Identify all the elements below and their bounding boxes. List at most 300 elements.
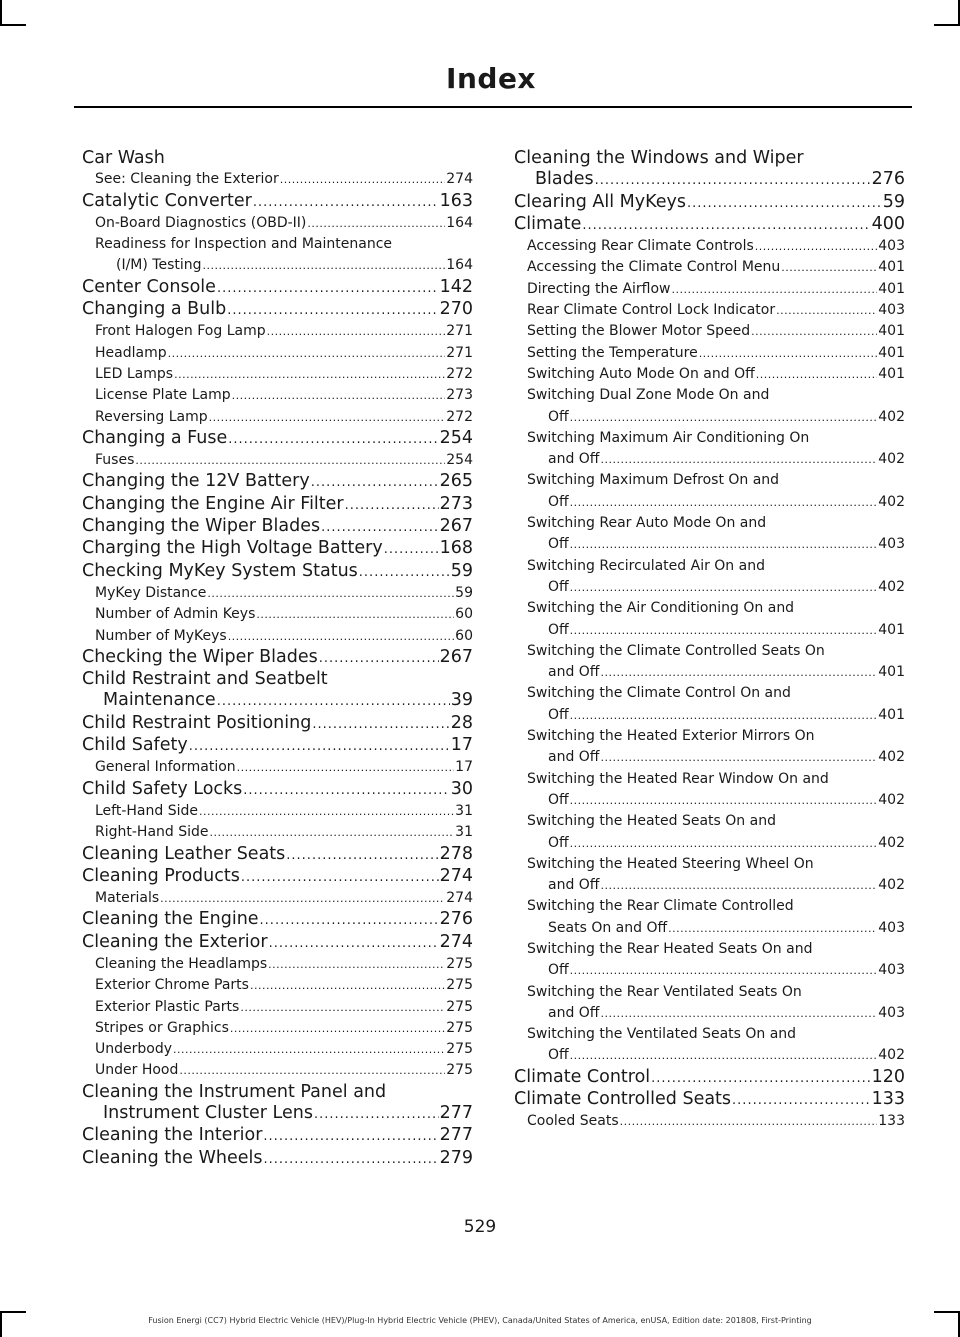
entry-page-number: 401 (878, 621, 905, 638)
dot-leader (314, 1104, 439, 1125)
entry-text: Switching the Climate Control On and (527, 685, 791, 702)
entry-page-number: 274 (446, 171, 473, 188)
index-subentry (514, 896, 905, 939)
index-entry (82, 1148, 473, 1170)
entry-page-number: 401 (878, 323, 905, 340)
entry-page-number: 402 (878, 408, 905, 425)
index-subentry (82, 822, 473, 843)
entry-text: Child Restraint and Seatbelt (82, 669, 328, 690)
dot-leader (345, 495, 439, 516)
entry-text: LED Lamps (95, 365, 174, 382)
entry-page-number: 254 (446, 452, 473, 469)
index-entry (82, 844, 473, 866)
dot-leader (651, 1068, 870, 1089)
entry-text: Setting the Blower Motor Speed (527, 323, 751, 340)
entry-page-number: 274 (439, 931, 473, 952)
entry-text: Off (548, 706, 569, 723)
entry-text: Cleaning Leather Seats (82, 843, 286, 864)
index-entry (82, 669, 473, 713)
entry-page-number: 17 (450, 735, 473, 756)
index-subentry (514, 428, 905, 471)
dot-leader (570, 833, 878, 854)
dot-leader (199, 801, 454, 822)
entry-page-number: 401 (878, 706, 905, 723)
dot-leader (217, 691, 450, 712)
index-entry (82, 538, 473, 560)
index-subentry (514, 939, 905, 982)
entry-page-number: 39 (450, 690, 473, 711)
entry-text: Changing the Wiper Blades (82, 516, 321, 537)
index-entry (82, 494, 473, 516)
entry-page-number: 273 (439, 493, 473, 514)
entry-text: Climate (514, 213, 582, 234)
dot-leader (230, 1018, 445, 1039)
entry-text: Switching the Climate Controlled Seats On (527, 642, 825, 659)
entry-text: Switching Maximum Air Conditioning On (527, 429, 810, 446)
index-entry (514, 214, 905, 236)
index-subentry (82, 626, 473, 647)
entry-page-number: 278 (439, 843, 473, 864)
dot-leader (217, 278, 439, 299)
entry-text: Off (548, 408, 569, 425)
entry-page-number: 31 (455, 802, 473, 819)
dot-leader (687, 193, 882, 214)
index-subentry (82, 801, 473, 822)
entry-page-number: 402 (878, 791, 905, 808)
entry-page-number: 272 (446, 365, 473, 382)
index-subentry (82, 954, 473, 975)
entry-text: Materials (95, 890, 160, 907)
index-subentry (514, 1111, 905, 1132)
entry-page-number: 401 (878, 344, 905, 361)
entry-text: Switching the Heated Exterior Mirrors On (527, 728, 815, 745)
index-entry (514, 1067, 905, 1089)
entry-text: Number of Admin Keys (95, 606, 256, 623)
dot-leader (307, 213, 445, 234)
index-entry (82, 713, 473, 735)
entry-page-number: 275 (446, 1041, 473, 1058)
entry-text: Rear Climate Control Lock Indicator (527, 302, 776, 319)
index-entry (82, 148, 473, 169)
dot-leader (751, 321, 877, 342)
index-subentry (82, 450, 473, 471)
dot-leader (321, 517, 438, 538)
entry-text: Switching the Heated Seats On and (527, 813, 776, 830)
dot-leader (699, 343, 878, 364)
index-entry (82, 471, 473, 493)
entry-page-number: 403 (878, 1004, 905, 1021)
entry-text: General Information (95, 759, 236, 776)
entry-text: Catalytic Converter (82, 190, 252, 211)
entry-text: Cleaning the Wheels (82, 1147, 263, 1168)
dot-leader (756, 364, 878, 385)
entry-text: Cleaning the Engine (82, 909, 259, 930)
entry-page-number: 120 (871, 1066, 905, 1087)
dot-leader (672, 279, 878, 300)
entry-page-number: 401 (878, 365, 905, 382)
dot-leader (210, 822, 455, 843)
index-subentry (82, 213, 473, 234)
index-entry (514, 148, 905, 192)
index-entry (82, 1125, 473, 1147)
index-subentry (514, 556, 905, 599)
dot-leader (179, 1060, 445, 1081)
index-subentry (82, 888, 473, 909)
dot-leader (209, 407, 446, 428)
index-subentry (82, 234, 473, 277)
dot-leader (263, 1126, 438, 1147)
entry-page-number: 17 (455, 759, 473, 776)
entry-page-number: 402 (878, 493, 905, 510)
entry-text: Cleaning Products (82, 865, 240, 886)
entry-text: Switching Recirculated Air On and (527, 557, 765, 574)
entry-page-number: 59 (455, 584, 473, 601)
dot-leader (160, 888, 445, 909)
dot-leader (570, 492, 878, 513)
dot-leader (384, 539, 439, 560)
entry-text: and Off (548, 1004, 600, 1021)
entry-page-number: 275 (446, 955, 473, 972)
entry-text: Cleaning the Interior (82, 1125, 263, 1146)
entry-page-number: 267 (439, 646, 473, 667)
entry-text: Exterior Chrome Parts (95, 977, 249, 994)
entry-text: Off (548, 578, 569, 595)
index-subentry (514, 364, 905, 385)
dot-leader (600, 747, 877, 768)
dot-leader (228, 429, 438, 450)
entry-page-number: 279 (439, 1147, 473, 1168)
entry-text: Exterior Plastic Parts (95, 998, 240, 1015)
dot-leader (237, 757, 455, 778)
entry-page-number: 276 (871, 169, 905, 190)
dot-leader (240, 997, 445, 1018)
entry-text: Cleaning the Windows and Wiper (514, 148, 804, 168)
entry-page-number: 254 (439, 427, 473, 448)
entry-page-number: 272 (446, 408, 473, 425)
entry-page-number: 163 (439, 190, 473, 211)
dot-leader (267, 321, 446, 342)
dot-leader (227, 300, 438, 321)
entry-page-number: 275 (446, 1062, 473, 1079)
entry-page-number: 60 (455, 627, 473, 644)
entry-page-number: 403 (878, 302, 905, 319)
entry-text: Checking the Wiper Blades (82, 646, 318, 667)
entry-text: Accessing Rear Climate Controls (527, 238, 754, 255)
dot-leader (776, 300, 877, 321)
dot-leader (168, 343, 446, 364)
entry-page-number: 402 (878, 749, 905, 766)
entry-text: Center Console (82, 276, 216, 297)
entry-page-number: 403 (878, 536, 905, 553)
entry-page-number: 168 (439, 538, 473, 559)
entry-page-number: 31 (455, 824, 473, 841)
index-subentry (82, 343, 473, 364)
dot-leader (319, 648, 439, 669)
entry-text: Stripes or Graphics (95, 1019, 229, 1036)
entry-text: MyKey Distance (95, 584, 207, 601)
entry-text: Number of MyKeys (95, 627, 227, 644)
dot-leader (253, 192, 439, 213)
entry-text: Setting the Temperature (527, 344, 698, 361)
entry-text: On-Board Diagnostics (OBD-II) (95, 214, 307, 231)
crop-mark-top-left-horizontal (0, 24, 26, 26)
page-number: 529 (463, 1217, 497, 1237)
entry-text: Switching the Heated Steering Wheel On (527, 855, 814, 872)
index-subentry (82, 321, 473, 342)
dot-leader (668, 918, 877, 939)
index-subentry (514, 854, 905, 897)
dot-leader (263, 1149, 438, 1170)
entry-text: License Plate Lamp (95, 387, 231, 404)
entry-page-number: 267 (439, 516, 473, 537)
index-subentry (82, 385, 473, 406)
entry-text: and Off (548, 451, 600, 468)
dot-leader (268, 954, 445, 975)
entry-text: and Off (548, 749, 600, 766)
entry-page-number: 274 (446, 890, 473, 907)
entry-page-number: 401 (878, 280, 905, 297)
dot-leader (256, 604, 454, 625)
entry-page-number: 270 (439, 299, 473, 320)
dot-leader (173, 1039, 445, 1060)
dot-leader (228, 626, 454, 647)
entry-page-number: 403 (878, 919, 905, 936)
entry-text: Car Wash (82, 148, 165, 168)
entry-page-number: 142 (439, 276, 473, 297)
index-subentry (514, 321, 905, 342)
entry-page-number: 402 (878, 1047, 905, 1064)
index-entry (82, 516, 473, 538)
entry-text: Switching the Rear Heated Seats On and (527, 940, 813, 957)
dot-leader (570, 407, 878, 428)
index-entry (82, 932, 473, 954)
entry-text: Switching the Rear Ventilated Seats On (527, 983, 802, 1000)
crop-mark-top-left-vertical (0, 0, 2, 26)
dot-leader (755, 236, 878, 257)
index-entry (82, 561, 473, 583)
dot-leader (600, 449, 877, 470)
entry-page-number: 133 (871, 1089, 905, 1110)
entry-page-number: 277 (439, 1125, 473, 1146)
entry-text: Switching Rear Auto Mode On and (527, 515, 767, 532)
index-entry (82, 191, 473, 213)
entry-text: Instrument Cluster Lens (103, 1103, 313, 1124)
entry-text: Directing the Airflow (527, 280, 671, 297)
entry-text: Switching the Rear Climate Controlled (527, 898, 794, 915)
entry-page-number: 30 (450, 778, 473, 799)
index-subentry (82, 604, 473, 625)
dot-leader (286, 845, 438, 866)
entry-text: Child Safety Locks (82, 778, 243, 799)
entry-text: Accessing the Climate Control Menu (527, 259, 781, 276)
entry-page-number: 275 (446, 1019, 473, 1036)
index-subentry (82, 169, 473, 190)
entry-text: See: Cleaning the Exterior (95, 171, 279, 188)
dot-leader (189, 736, 450, 757)
dot-leader (570, 577, 878, 598)
entry-text: Readiness for Inspection and Maintenance (95, 236, 393, 253)
dot-leader (582, 215, 870, 236)
index-entry (514, 1089, 905, 1111)
entry-page-number: 402 (878, 834, 905, 851)
index-subentry (82, 975, 473, 996)
entry-text: Switching the Ventilated Seats On and (527, 1026, 797, 1043)
entry-text: Climate Control (514, 1066, 651, 1087)
entry-text: Climate Controlled Seats (514, 1089, 732, 1110)
entry-text: Fuses (95, 452, 135, 469)
entry-text: Cleaning the Instrument Panel and (82, 1081, 387, 1102)
index-subentry (514, 343, 905, 364)
entry-page-number: 60 (455, 606, 473, 623)
entry-text: Switching the Air Conditioning On and (527, 600, 795, 617)
entry-text: Cleaning the Exterior (82, 931, 268, 952)
entry-page-number: 403 (878, 962, 905, 979)
entry-text: Cooled Seats (527, 1113, 619, 1130)
index-entry (82, 299, 473, 321)
index-subentry (514, 811, 905, 854)
dot-leader (311, 472, 439, 493)
dot-leader (570, 1045, 878, 1066)
dot-leader (570, 960, 878, 981)
index-subentry (82, 757, 473, 778)
entry-page-number: 401 (878, 259, 905, 276)
entry-text: Changing a Bulb (82, 299, 227, 320)
entry-text: Off (548, 536, 569, 553)
entry-text: Seats On and Off (548, 919, 668, 936)
dot-leader (600, 875, 877, 896)
entry-text: and Off (548, 877, 600, 894)
entry-page-number: 402 (878, 451, 905, 468)
entry-page-number: 164 (446, 257, 473, 274)
index-subentry (514, 982, 905, 1025)
index-subentry (514, 236, 905, 257)
index-column-left (82, 148, 473, 1170)
index-subentry (514, 683, 905, 726)
entry-text: Off (548, 834, 569, 851)
entry-text: Switching Dual Zone Mode On and (527, 387, 770, 404)
index-entry (82, 909, 473, 931)
index-subentry (514, 641, 905, 684)
entry-text: Child Restraint Positioning (82, 712, 312, 733)
entry-text: and Off (548, 664, 600, 681)
entry-text: Underbody (95, 1041, 172, 1058)
entry-page-number: 275 (446, 998, 473, 1015)
dot-leader (359, 562, 450, 583)
entry-page-number: 400 (871, 213, 905, 234)
entry-page-number: 133 (878, 1113, 905, 1130)
dot-leader (232, 385, 446, 406)
entry-text: Cleaning the Headlamps (95, 955, 268, 972)
dot-leader (269, 933, 439, 954)
entry-text: Child Safety (82, 735, 188, 756)
entry-text: Right-Hand Side (95, 824, 209, 841)
dot-leader (732, 1090, 871, 1111)
entry-text: Off (548, 1047, 569, 1064)
entry-text: Reversing Lamp (95, 408, 208, 425)
dot-leader (600, 1003, 877, 1024)
entry-page-number: 265 (439, 471, 473, 492)
index-column-right (514, 148, 905, 1133)
entry-text: Switching Maximum Defrost On and (527, 472, 780, 489)
dot-leader (207, 583, 454, 604)
dot-leader (600, 662, 877, 683)
dot-leader (250, 975, 445, 996)
crop-mark-bottom-left-horizontal (0, 1311, 26, 1313)
index-subentry (514, 1024, 905, 1067)
index-subentry (514, 385, 905, 428)
entry-text: Maintenance (103, 690, 216, 711)
index-subentry (82, 364, 473, 385)
dot-leader (203, 255, 446, 276)
index-entry (82, 779, 473, 801)
index-subentry (82, 407, 473, 428)
entry-page-number: 59 (450, 560, 473, 581)
index-subentry (514, 598, 905, 641)
entry-page-number: 276 (439, 909, 473, 930)
dot-leader (570, 790, 878, 811)
index-entry (514, 192, 905, 214)
entry-page-number: 277 (439, 1103, 473, 1124)
dot-leader (280, 169, 446, 190)
index-entry (82, 277, 473, 299)
entry-page-number: 274 (439, 865, 473, 886)
page-title: Index (446, 62, 536, 95)
crop-mark-bottom-right-horizontal (934, 1311, 960, 1313)
entry-page-number: 403 (878, 238, 905, 255)
entry-text: Blades (535, 169, 594, 190)
entry-page-number: 271 (446, 323, 473, 340)
entry-text: Changing the 12V Battery (82, 471, 310, 492)
entry-text: Changing the Engine Air Filter (82, 493, 344, 514)
dot-leader (570, 534, 878, 555)
index-subentry (514, 513, 905, 556)
entry-text: Clearing All MyKeys (514, 191, 686, 212)
entry-page-number: 273 (446, 387, 473, 404)
index-subentry (514, 279, 905, 300)
index-subentry (514, 300, 905, 321)
entry-page-number: 59 (882, 191, 905, 212)
entry-text: Off (548, 493, 569, 510)
dot-leader (570, 705, 878, 726)
entry-page-number: 402 (878, 578, 905, 595)
index-subentry (514, 470, 905, 513)
entry-page-number: 275 (446, 977, 473, 994)
entry-page-number: 401 (878, 664, 905, 681)
dot-leader (174, 364, 445, 385)
index-subentry (82, 1018, 473, 1039)
index-subentry (514, 257, 905, 278)
entry-page-number: 402 (878, 877, 905, 894)
entry-text: Front Halogen Fog Lamp (95, 323, 266, 340)
entry-text: Left-Hand Side (95, 802, 198, 819)
entry-text: Under Hood (95, 1062, 179, 1079)
entry-text: (I/M) Testing (116, 257, 202, 274)
index-entry (82, 866, 473, 888)
entry-page-number: 271 (446, 344, 473, 361)
entry-text: Changing a Fuse (82, 427, 228, 448)
dot-leader (312, 714, 449, 735)
header-divider (74, 106, 912, 108)
entry-text: Off (548, 791, 569, 808)
entry-text: Switching Auto Mode On and Off (527, 365, 755, 382)
index-entry (82, 735, 473, 757)
index-subentry (82, 1060, 473, 1081)
footer-edition-info: Fusion Energi (CC7) Hybrid Electric Vehicle (HEV)/Plug-In Hybrid Electric Vehicle (PHEV), Canada/United States of America, enUSA, Edition date: 201808, First-Printing (148, 1316, 812, 1325)
entry-text: Switching the Heated Rear Window On and (527, 770, 829, 787)
entry-text: Checking MyKey System Status (82, 560, 358, 581)
dot-leader (241, 867, 439, 888)
entry-text: Charging the High Voltage Battery (82, 538, 383, 559)
